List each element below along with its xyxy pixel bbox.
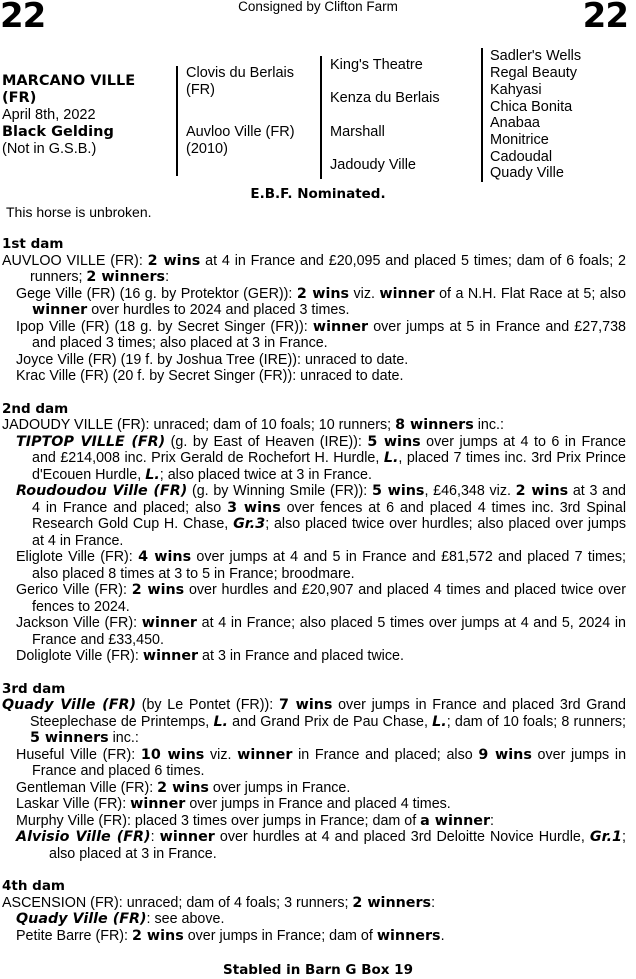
entry-text: and Grand Prix de Pau Chase, — [227, 713, 433, 730]
entry-text: Laskar Ville (FR): — [16, 796, 131, 812]
pedigree-dam: Auvloo Ville (FR) (2010) — [186, 124, 295, 157]
dam-section — [2, 401, 626, 665]
entry-text: at 3 and 4 in France and placed; also — [32, 483, 626, 516]
bold-text: 10 wins — [140, 746, 205, 763]
entry-text: . — [440, 927, 445, 944]
produce-entry — [2, 648, 626, 665]
bold-text: a winner — [420, 812, 491, 829]
dam-section — [2, 878, 626, 944]
dam-heading: 3rd dam — [2, 680, 66, 697]
black-type-text: Gr.1 — [589, 829, 623, 845]
pedigree-gen2-2: Kenza du Berlais — [330, 90, 440, 106]
produce-record — [2, 236, 626, 944]
produce-entry — [2, 352, 626, 369]
produce-entry — [2, 319, 626, 352]
entry-text: JADOUDY VILLE (FR): unraced; dam of 10 foals; 10 runners; — [2, 417, 396, 433]
produce-entry — [2, 829, 626, 862]
bold-text: 5 wins — [367, 433, 421, 450]
produce-entry — [2, 253, 626, 286]
bold-text: 5 winners — [30, 730, 109, 746]
entry-text: (by Le Pontet (FR)): — [136, 697, 279, 713]
pedigree-gen2-1: King's Theatre — [330, 57, 423, 73]
black-type-text: Gr.3 — [233, 516, 266, 532]
entry-text: ; also placed twice at 3 in France. — [159, 466, 372, 483]
produce-entry — [2, 895, 626, 912]
entry-text: Petite Barre (FR): — [16, 927, 132, 944]
pedigree-divider-2 — [320, 56, 322, 179]
pedigree-gen3-1: Sadler's Wells — [490, 48, 582, 64]
pedigree-gen3-3: Kahyasi — [490, 82, 542, 98]
entry-text: viz. — [349, 285, 380, 302]
black-type-text: L. — [432, 713, 447, 730]
produce-entry — [2, 549, 626, 582]
entry-text: (g. by Winning Smile (FR)): — [187, 483, 372, 499]
pedigree-divider-1 — [176, 66, 178, 176]
produce-entry — [2, 697, 626, 747]
produce-entry — [2, 582, 626, 615]
produce-entry — [2, 780, 626, 797]
entry-text: : see above. — [146, 911, 225, 927]
produce-entry — [2, 417, 626, 434]
horse-sex: Black Gelding — [2, 124, 114, 140]
entry-text: : — [431, 894, 436, 911]
entry-text: Eliglote Ville (FR): — [16, 549, 139, 565]
pedigree-gen3-6: Monitrice — [490, 132, 549, 148]
entry-text: , £46,348 viz. — [424, 483, 516, 499]
bold-text: 2 winners — [86, 269, 166, 285]
entry-text: at 4 in France; also placed 5 times over jumps at 4 and 5, 2024 in France and £33,450. — [32, 615, 626, 648]
produce-entry — [2, 434, 626, 484]
pedigree-divider-3 — [481, 48, 483, 182]
entry-text: over jumps in France; dam of — [183, 927, 377, 944]
entry-text: at 3 in France and placed twice. — [198, 648, 404, 664]
produce-entry — [2, 615, 626, 648]
entry-text: Gerico Ville (FR): — [16, 582, 132, 598]
bold-text: winner — [130, 796, 186, 812]
bold-text: 2 wins — [131, 582, 185, 598]
bold-text: 8 winners — [395, 417, 474, 433]
dam-heading: 1st dam — [2, 236, 64, 252]
produce-entry — [2, 911, 626, 928]
entry-text: ; dam of 10 foals; 8 runners; — [446, 713, 627, 730]
entry-text: over jumps at 5 in France and £27,738 and placed 3 times; also placed at 3 in France. — [32, 318, 626, 351]
bold-text: 2 winners — [352, 894, 432, 911]
black-type-text: Roudoudou Ville (FR) — [16, 483, 188, 499]
produce-entry — [2, 928, 626, 945]
gsb-status: (Not in G.S.B.) — [2, 141, 97, 157]
produce-entry — [2, 483, 626, 549]
bold-text: winner — [379, 285, 435, 302]
entry-text: : — [490, 812, 494, 829]
dam-section — [2, 236, 626, 385]
bold-text: 2 wins — [157, 779, 209, 796]
lot-number-left: 22 — [0, 0, 46, 36]
pedigree-gen3-7: Cadoudal — [490, 149, 553, 165]
entry-text: , placed 7 times inc. 3rd Prix Prince d'Ecouen Hurdle, — [32, 450, 626, 483]
entry-text: over jumps in France and placed 6 times. — [32, 746, 627, 779]
section-gap — [2, 385, 626, 401]
entry-text: inc.: — [473, 417, 504, 433]
black-type-text: L. — [383, 450, 399, 466]
entry-text: over jumps at 4 and 5 in France and £81,572 and placed 7 times; also placed 8 times at 3 to 5 in France; broodmare. — [32, 549, 626, 582]
produce-entry — [2, 286, 626, 319]
entry-text: over jumps in France. — [208, 779, 351, 796]
unbroken-note: This horse is unbroken. — [6, 204, 152, 220]
black-type-text: Quady Ville (FR) — [2, 697, 137, 713]
foaled-date: April 8th, 2022 — [2, 107, 96, 123]
section-gap — [2, 862, 626, 878]
ebf-nominated: E.B.F. Nominated. — [250, 186, 386, 202]
bold-text: 2 wins — [296, 285, 350, 302]
entry-text: over jumps at 4 to 6 in France and £214,008 inc. Prix Gerald de Rochefort H. Hurdle, — [32, 433, 626, 466]
horse-name-line1: MARCANO VILLE — [2, 73, 136, 89]
black-type-text: Alvisio Ville (FR) — [16, 829, 151, 845]
entry-text: over jumps in France and placed 3rd Grand Steeplechase de Printemps, — [30, 697, 626, 730]
pedigree-gen2-4: Jadoudy Ville — [330, 157, 416, 173]
bold-text: winner — [32, 302, 88, 318]
dam-section — [2, 681, 626, 863]
entry-text: Jackson Ville (FR): — [16, 615, 142, 631]
black-type-text: TIPTOP VILLE (FR) — [16, 433, 166, 450]
bold-text: winners — [376, 927, 441, 944]
pedigree-sire: Clovis du Berlais (FR) — [186, 65, 294, 98]
pedigree-gen3-4: Chica Bonita — [490, 99, 573, 115]
entry-text: Gentleman Ville (FR): — [16, 779, 158, 796]
bold-text: 5 wins — [371, 483, 425, 499]
pedigree-gen3-5: Anabaa — [490, 115, 540, 131]
black-type-text: L. — [213, 713, 228, 730]
produce-entry — [2, 813, 626, 830]
entry-text: over jumps in France and placed 4 times. — [185, 796, 451, 812]
entry-text: ; also placed at 3 in France. — [49, 829, 626, 862]
black-type-text: Quady Ville (FR) — [16, 911, 147, 927]
entry-text: viz. — [204, 746, 238, 763]
horse-info — [2, 107, 114, 158]
black-type-text: L. — [145, 466, 160, 483]
produce-entry — [2, 796, 626, 813]
entry-text: Krac Ville (FR) (20 f. by Secret Singer (FR)): unraced to date. — [16, 368, 404, 384]
entry-text: AUVLOO VILLE (FR): — [2, 252, 148, 269]
horse-name — [2, 73, 135, 107]
bold-text: winner — [142, 648, 199, 664]
bold-text: winner — [159, 829, 215, 845]
produce-entry — [2, 747, 626, 780]
bold-text: 3 wins — [227, 499, 281, 516]
bold-text: 9 wins — [478, 746, 532, 763]
entry-text: Huseful Ville (FR): — [16, 746, 141, 763]
entry-text: (g. by East of Heaven (IRE)): — [165, 433, 368, 450]
bold-text: winner — [237, 746, 293, 763]
section-gap — [2, 665, 626, 681]
entry-text: Ipop Ville (FR) (18 g. by Secret Singer (FR)): — [16, 318, 313, 335]
entry-text: over hurdles and £20,907 and placed 4 times and placed twice over fences to 2024. — [32, 582, 626, 615]
bold-text: winner — [141, 615, 197, 631]
bold-text: 2 wins — [147, 252, 201, 269]
bold-text: 2 wins — [132, 927, 184, 944]
pedigree-gen2-3: Marshall — [330, 124, 385, 140]
horse-name-line2: (FR) — [2, 90, 37, 106]
entry-text: : — [150, 829, 160, 845]
entry-text: at 4 in France and £20,095 and placed 5 times; dam of 6 foals; 2 runners; — [30, 252, 626, 285]
lot-number-right: 22 — [582, 0, 628, 36]
entry-text: over hurdles at 4 and placed 3rd Deloitte Novice Hurdle, — [214, 829, 590, 845]
entry-text: Gege Ville (FR) (16 g. by Protektor (GER)): — [16, 285, 297, 302]
entry-text: ASCENSION (FR): unraced; dam of 4 foals; 3 runners; — [2, 894, 353, 911]
entry-text: Doliglote Ville (FR): — [16, 648, 143, 664]
pedigree-gen3-8: Quady Ville — [490, 165, 564, 181]
entry-text: inc.: — [108, 730, 139, 746]
bold-text: 7 wins — [278, 697, 333, 713]
bold-text: 2 wins — [515, 483, 569, 499]
entry-text: in France and placed; also — [292, 746, 479, 763]
entry-text: over fences at 6 and placed 4 times inc. 3rd Spinal Research Gold Cup H. Chase, — [32, 499, 627, 532]
pedigree-gen3-2: Regal Beauty — [490, 65, 578, 81]
dam-heading: 4th dam — [2, 878, 65, 894]
dam-heading: 2nd dam — [2, 400, 69, 417]
consignor: Consigned by Clifton Farm — [238, 0, 398, 14]
entry-text: Joyce Ville (FR) (19 f. by Joshua Tree (IRE)): unraced to date. — [16, 351, 409, 368]
produce-entry — [2, 368, 626, 385]
bold-text: winner — [312, 318, 369, 335]
entry-text: : — [165, 269, 170, 285]
entry-text: ; also placed twice over hurdles; also placed over jumps at 4 in France. — [32, 516, 626, 549]
entry-text: Murphy Ville (FR): placed 3 times over jumps in France; dam of — [16, 812, 421, 829]
stabled-location: Stabled in Barn G Box 19 — [223, 962, 413, 978]
bold-text: 4 wins — [138, 549, 192, 565]
entry-text: over hurdles to 2024 and placed 3 times. — [87, 302, 350, 318]
entry-text: of a N.H. Flat Race at 5; also — [434, 285, 626, 302]
